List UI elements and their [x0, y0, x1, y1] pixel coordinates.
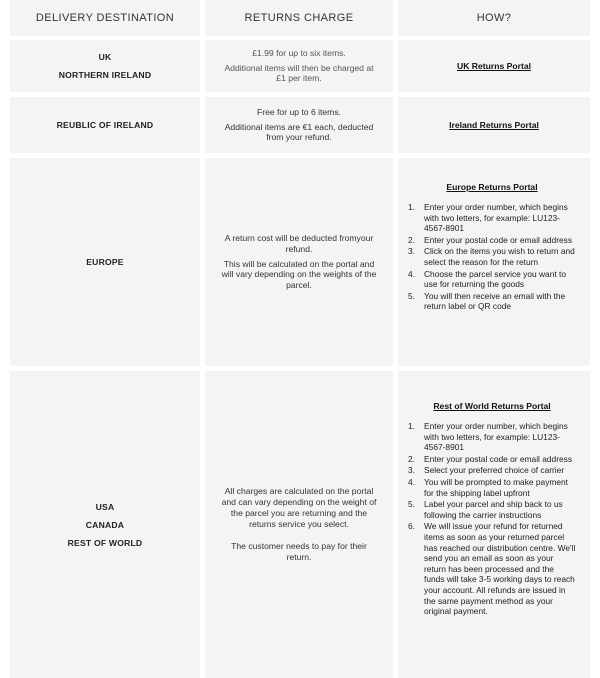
europe-returns-portal-link[interactable]: Europe Returns Portal: [446, 182, 538, 192]
europe-destination-cell: [10, 158, 200, 366]
uk-destination: UK: [98, 52, 112, 62]
world-steps-list: [408, 421, 576, 618]
northern-ireland-destination: NORTHERN IRELAND: [58, 70, 152, 80]
world-charge-line-2: The customer needs to pay for their return.: [231, 541, 367, 563]
ireland-destination-cell: [10, 97, 200, 153]
uk-returns-portal-link[interactable]: UK Returns Portal: [456, 61, 531, 71]
ireland-returns-portal-link[interactable]: Ireland Returns Portal: [449, 120, 539, 130]
list-item: 3. Select your preferred choice of carrier: [408, 465, 565, 476]
europe-charge-line-2: This will be calculated on the portal and will vary depending on the weights of the parcel.: [221, 258, 377, 291]
header-how-label: HOW?: [476, 12, 512, 24]
uk-charge-line-2: Additional items will then be charged at £1 per item.: [224, 62, 374, 84]
ireland-how-cell: [398, 97, 590, 153]
europe-destination: EUROPE: [86, 257, 124, 267]
world-destination-cell: [10, 371, 200, 678]
list-item: 2. Enter your postal code or email address: [408, 453, 573, 464]
world-charge-line-1: All charges are calculated on the portal and can vary depending on the weight of the parcel you are returning and the returns service you select.: [221, 486, 377, 529]
uk-destination-cell: [10, 40, 200, 92]
europe-charge-line-1: A return cost will be deducted fromyour refund.: [224, 233, 374, 254]
header-charge-label: RETURNS CHARGE: [244, 12, 354, 24]
list-item: 1. Enter your order number, which begins with two letters, for example: LU123-4567-8901: [408, 202, 568, 234]
europe-how-cell: [398, 158, 590, 366]
uk-charge-line-1: £1.99 for up to six items.: [252, 47, 346, 58]
list-item: 2. Enter your postal code or email address: [408, 234, 573, 245]
list-item: 3. Click on the items you wish to return and select the reason for the return: [408, 246, 575, 267]
header-destination-label: DELIVERY DESTINATION: [35, 12, 175, 24]
ireland-charge-line-1: Free for up to 6 items.: [256, 106, 342, 117]
world-returns-portal-link[interactable]: Rest of World Returns Portal: [433, 401, 551, 411]
europe-steps-list: [408, 202, 576, 313]
ireland-charge-line-2: Additional items are €1 each, deducted from your refund.: [224, 121, 374, 143]
header-how: [398, 0, 590, 36]
world-how-cell: [398, 371, 590, 678]
list-item: 4. You will be prompted to make payment for the shipping label upfront: [408, 476, 569, 498]
canada-destination: CANADA: [85, 519, 125, 530]
ireland-charge-cell: [205, 97, 393, 153]
list-item: 4. Choose the parcel service you want to use for returning the goods: [408, 268, 566, 290]
usa-destination: USA: [95, 501, 115, 512]
header-charge: [205, 0, 393, 36]
list-item: 5. Label your parcel and ship back to us following the carrier instructions: [408, 499, 563, 520]
uk-charge-cell: [205, 40, 393, 92]
list-item: 1. Enter your order number, which begins with two letters, for example: LU123-4567-8901: [408, 421, 568, 453]
world-charge-cell: [205, 371, 393, 678]
europe-charge-cell: [205, 158, 393, 366]
ireland-destination: REUBLIC OF IRELAND: [56, 120, 154, 130]
header-destination: [10, 0, 200, 36]
rest-of-world-destination: REST OF WORLD: [67, 537, 143, 548]
list-item: 5. You will then receive an email with the return label or QR code: [408, 290, 566, 312]
list-item: 6. We will issue your refund for returned items as soon as your returned parcel has reached our distribution centre. We'll send you an email as soon as your return has been processed and the funds will take 3-5 working days to reach your account. All refunds are issued in the same payment method as your original payment.: [408, 521, 576, 617]
uk-how-cell: [398, 40, 590, 92]
